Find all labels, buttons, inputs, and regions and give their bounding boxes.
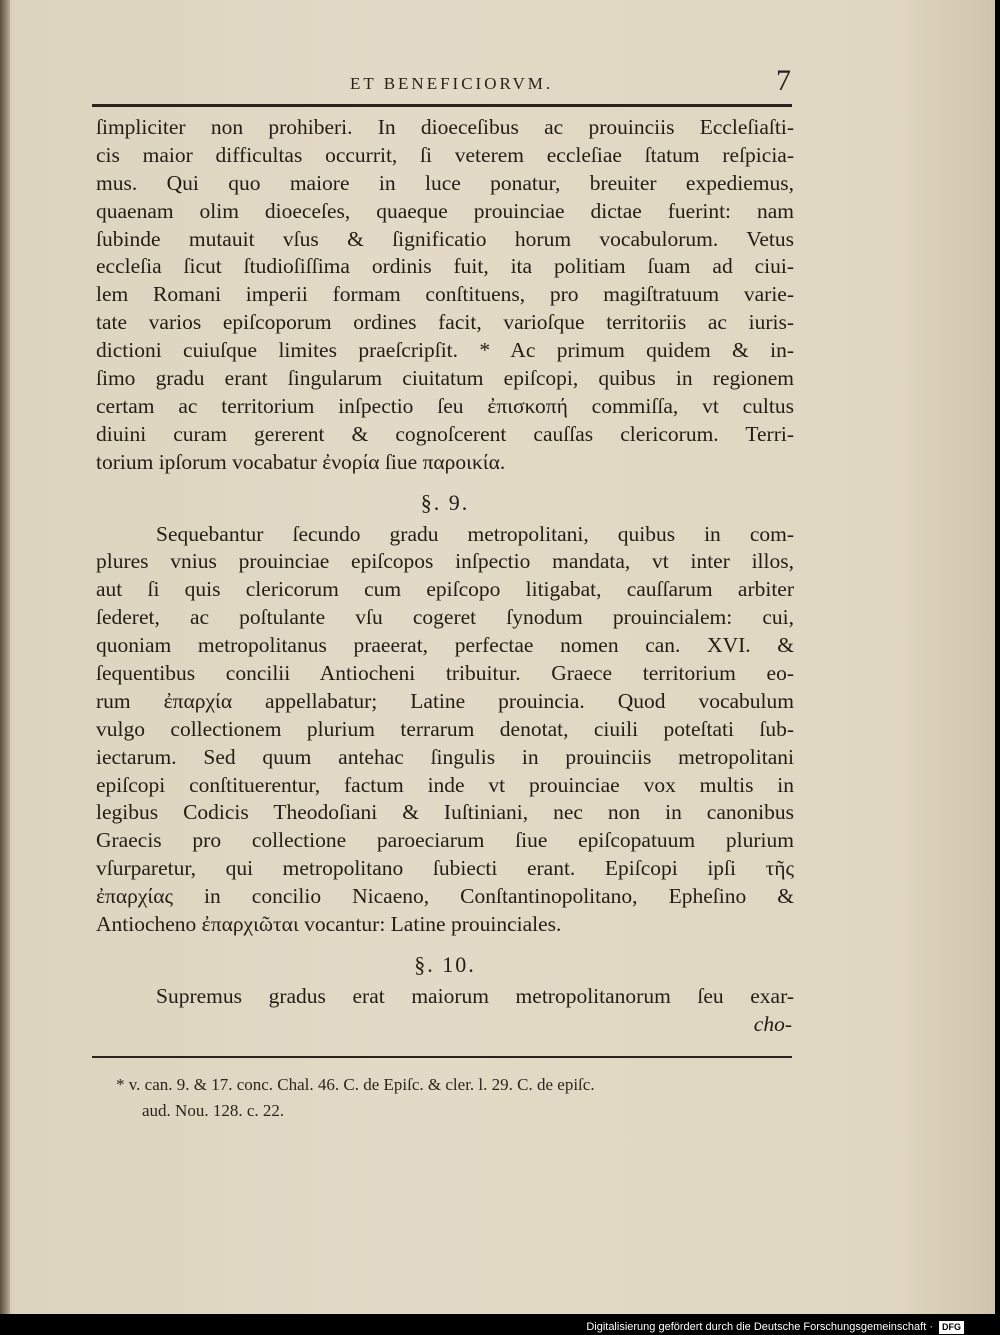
text-line: epiſcopi conſtituerentur, factum inde vt prouinciae vox multis in: [96, 772, 794, 797]
footnotes: [116, 1072, 796, 1124]
text-line: torium ipſorum vocabatur ἐνορία ſiue παροικία.: [96, 449, 506, 474]
page-number: 7: [776, 64, 791, 97]
text-line: plures vnius prouinciae epiſcopos inſpectio mandata, vt inter illos,: [96, 549, 794, 574]
text-line: certam ac territorium inſpectio ſeu ἐπισκοπή commiſſa, vt cultus: [96, 393, 794, 418]
text-line: tate varios epiſcoporum ordines facit, varioſque territoriis ac iuris-: [96, 310, 794, 335]
text-line: eccleſia ſicut ſtudioſiſſima ordinis fuit, ita politiam ſuam ad ciui-: [96, 254, 794, 279]
footnote-line: aud. Nou. 128. c. 22.: [142, 1101, 285, 1120]
text-line: ſederet, ac poſtulante vſu cogeret ſynodum prouincialem: cui,: [96, 605, 794, 630]
section-heading-9: §. 9.: [420, 489, 470, 515]
footnote-line: * v. can. 9. & 17. conc. Chal. 46. C. de Epiſc. & cler. l. 29. C. de epiſc.: [116, 1075, 595, 1094]
text-line: quaenam olim dioeceſes, quaeque prouinciae dictae fuerint: nam: [96, 198, 794, 223]
text-line: vſurparetur, qui metropolitano ſubiecti erant. Epiſcopi ipſi τῆς: [96, 856, 794, 881]
dfg-logo: DFG: [939, 1321, 964, 1334]
page-header: [92, 66, 792, 102]
text-line: quoniam metropolitanus praeerat, perfectae nomen can. XVI. &: [96, 633, 794, 658]
text-line: aut ſi quis clericorum cum epiſcopo litigabat, cauſſarum arbiter: [96, 577, 794, 602]
footnote-rule: [92, 1056, 792, 1058]
digitization-credit: [586, 1319, 964, 1335]
page-spine-shadow: [0, 0, 10, 1314]
text-line: Supremus gradus erat maiorum metropolitanorum ſeu exar-: [156, 983, 794, 1008]
body-text: [96, 114, 794, 1039]
text-line: dictioni cuiuſque limites praeſcripſit. * Ac primum quidem & in-: [96, 338, 794, 363]
running-title: ET BENEFICIORVM.: [350, 74, 554, 93]
text-line: Antiocheno ἐπαρχιῶται vocantur: Latine prouinciales.: [96, 912, 562, 937]
text-line: cis maior difficultas occurrit, ſi veterem eccleſiae ſtatum reſpicia-: [96, 142, 794, 167]
text-line: Graecis pro collectione paroeciarum ſiue epiſcopatuum plurium: [96, 828, 794, 853]
text-line: ſimpliciter non prohiberi. In dioeceſibus ac prouinciis Eccleſiaſti-: [96, 115, 794, 139]
text-line: ſimo gradu erant ſingularum ciuitatum epiſcopi, quibus in regionem: [96, 366, 794, 391]
text-line: mus. Qui quo maiore in luce ponatur, breuiter expediemus,: [96, 170, 794, 195]
catchword: cho-: [753, 1011, 792, 1036]
text-line: ſubinde mutauit vſus & ſignificatio horum vocabulorum. Vetus: [96, 226, 794, 251]
text-line: ἐπαρχίας in concilio Nicaeno, Conſtantinopolitano, Epheſino &: [96, 884, 794, 909]
text-line: ſequentibus concilii Antiocheni tribuitur. Graece territorium eo-: [96, 661, 794, 686]
text-line: legibus Codicis Theodoſiani & Iuſtiniani, nec non in canonibus: [96, 800, 794, 825]
text-line: Sequebantur ſecundo gradu metropolitani, quibus in com-: [156, 521, 794, 546]
text-line: rum ἐπαρχία appellabatur; Latine prouincia. Quod vocabulum: [96, 688, 794, 713]
text-line: vulgo collectionem plurium terrarum denotat, ciuili poteſtati ſub-: [96, 716, 794, 741]
credit-text: Digitalisierung gefördert durch die Deutsche Forschungsgemeinschaft ·: [586, 1321, 933, 1333]
header-rule: [92, 104, 792, 107]
text-line: lem Romani imperii formam conſtituens, pro magiſtratuum varie-: [96, 282, 794, 307]
text-line: iectarum. Sed quum antehac ſingulis in prouinciis metropolitani: [96, 744, 794, 769]
text-line: diuini curam gererent & cognoſcerent cauſſas clericorum. Terri-: [96, 421, 794, 446]
section-heading-10: §. 10.: [414, 951, 476, 977]
